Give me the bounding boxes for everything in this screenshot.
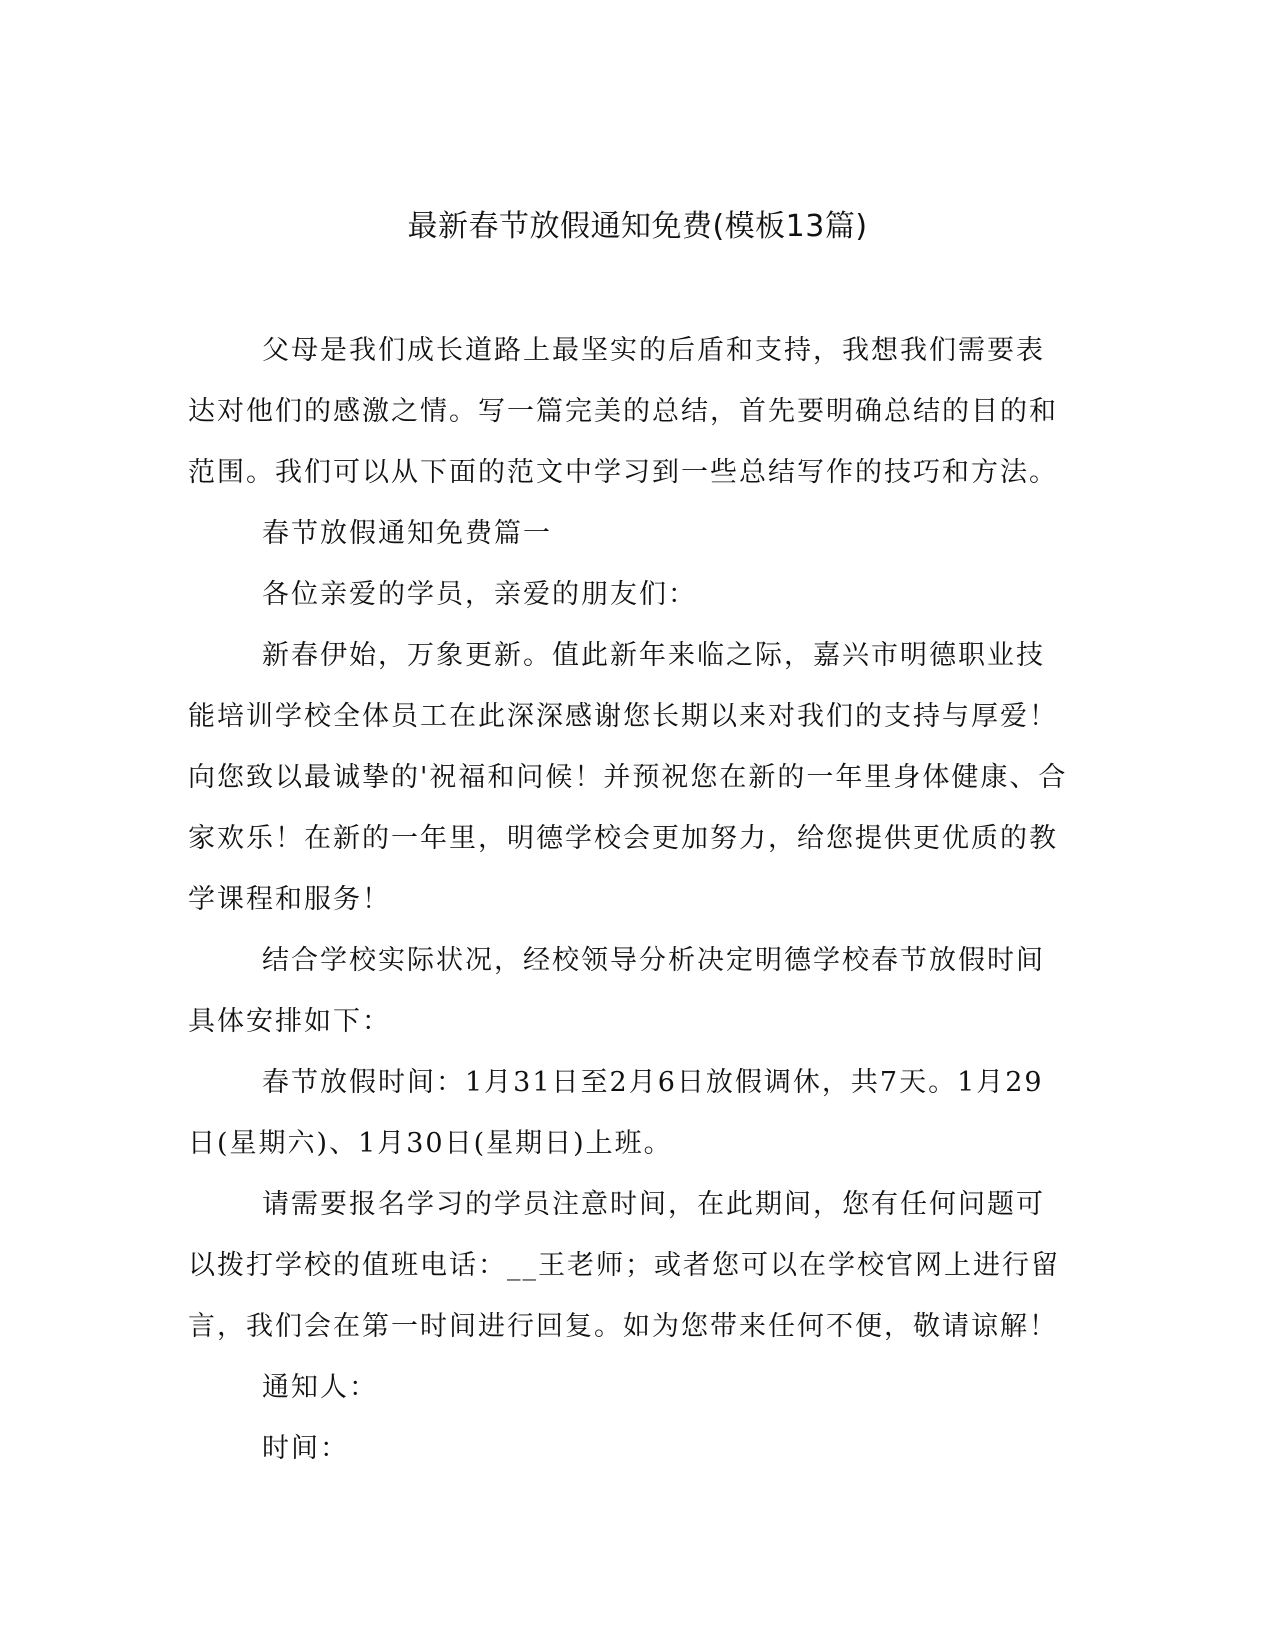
section-heading: 春节放假通知免费篇一 [262,518,552,549]
document-title: 最新春节放假通知免费(模板13篇) [407,209,868,244]
salutation: 各位亲爱的学员，亲爱的朋友们： [262,579,697,610]
contact-paragraph: 请需要报名学习的学员注意时间，在此期间，您有任何问题可以拨打学校的值班电话：__王老师；或者您可以在学校官网上进行留言，我们会在第一时间进行回复。如为您带来任何不便，敬请谅解！ [188,1189,1060,1342]
greeting-paragraph: 新春伊始，万象更新。值此新年来临之际，嘉兴市明德职业技能培训学校全体员工在此深深感谢您长期以来对我们的支持与厚爱！向您致以最诚挚的'祝福和问候！并预祝您在新的一年里身体健康、合家欢乐！在新的一年里，明德学校会更加努力，给您提供更优质的教学课程和服务！ [188,640,1068,915]
arrangement-paragraph: 结合学校实际状况，经校领导分析决定明德学校春节放假时间具体安排如下： [188,945,1045,1037]
date-line: 时间： [262,1433,349,1464]
document-body [188,320,1068,1479]
holiday-schedule-paragraph: 春节放假时间：1月31日至2月6日放假调休，共7天。1月29日(星期六)、1月30日(星期日)上班。 [188,1067,1044,1159]
intro-paragraph: 父母是我们成长道路上最坚实的后盾和支持，我想我们需要表达对他们的感激之情。写一篇完美的总结，首先要明确总结的目的和范围。我们可以从下面的范文中学习到一些总结写作的技巧和方法。 [188,335,1058,488]
notifier-line: 通知人： [262,1372,378,1403]
